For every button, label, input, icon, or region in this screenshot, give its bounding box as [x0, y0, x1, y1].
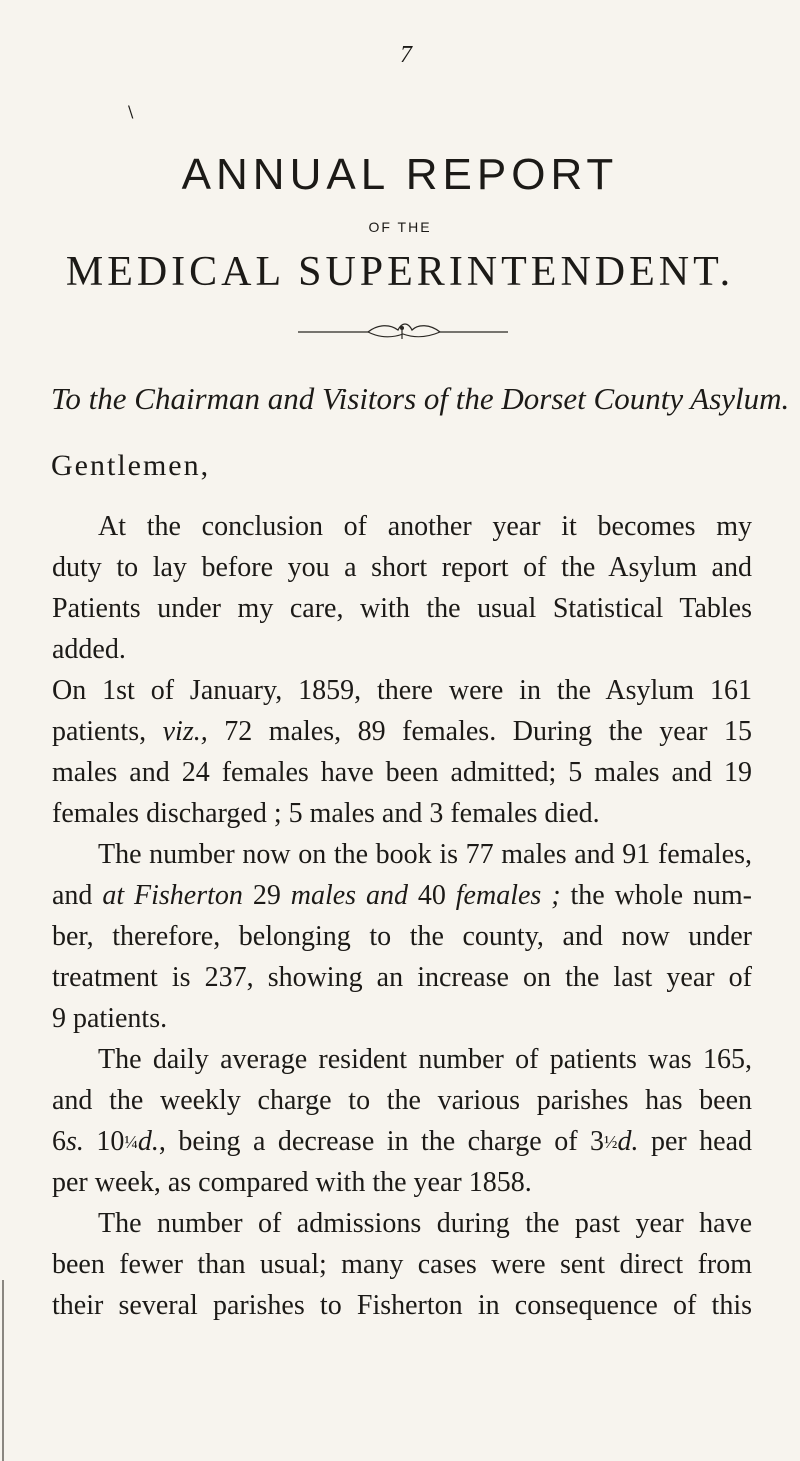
text-line: added.	[52, 634, 126, 665]
text-span-italic: viz.,	[162, 716, 208, 747]
text-line: On 1st of January, 1859, there were in the Asylum 161	[52, 675, 752, 706]
address-line: To the Chairman and Visitors of the Dorset County Asylum.	[51, 381, 790, 416]
report-subtitle: MEDICAL SUPERINTENDENT.	[65, 249, 735, 295]
text-line: The daily average resident number of patients was 165,	[98, 1044, 752, 1075]
report-title: ANNUAL REPORT	[181, 150, 619, 199]
text-span: 72 males, 89 females. During the year 15	[224, 716, 752, 747]
page-number: 7	[400, 42, 412, 68]
report-body	[52, 506, 752, 1326]
text-span: the whole num-	[570, 880, 752, 911]
ornament-divider-icon	[298, 320, 508, 342]
fraction: ¼	[124, 1132, 138, 1152]
page-edge-shadow	[2, 1280, 4, 1461]
text-span-italic: d.	[617, 1126, 639, 1157]
text-span: 29	[252, 880, 281, 911]
text-line: and the weekly charge to the various parishes has been	[52, 1085, 752, 1116]
text-line: treatment is 237, showing an increase on the last year of	[52, 962, 752, 993]
stray-mark: \	[128, 102, 134, 121]
text-line	[52, 875, 752, 916]
text-span: patients,	[52, 716, 147, 747]
text-span-italic: s.	[66, 1126, 84, 1157]
text-span: 6	[52, 1126, 66, 1157]
fraction: ½	[603, 1132, 618, 1152]
text-line: females discharged ; 5 males and 3 females died.	[52, 798, 600, 829]
text-line: their several parishes to Fisherton in consequence of this	[52, 1290, 752, 1321]
text-line: The number of admissions during the past year have	[98, 1208, 752, 1239]
text-line: 9 patients.	[52, 1003, 168, 1034]
text-span: , being a decrease in the charge of 3	[158, 1126, 604, 1157]
text-span-italic: males and	[290, 880, 408, 911]
salutation: Gentlemen,	[51, 449, 211, 482]
text-span: and	[52, 880, 93, 911]
text-line: been fewer than usual; many cases were sent direct from	[52, 1249, 752, 1280]
text-span: 40	[417, 880, 446, 911]
text-line: Patients under my care, with the usual Statistical Tables	[52, 593, 752, 624]
text-line: The number now on the book is 77 males and 91 females,	[98, 839, 752, 870]
text-line: At the conclusion of another year it becomes my	[98, 511, 752, 542]
text-line	[52, 1121, 752, 1162]
text-line: ber, therefore, belonging to the county, and now under	[52, 921, 752, 952]
text-span-italic: females ;	[455, 880, 561, 911]
text-span: per head	[650, 1126, 752, 1157]
text-line: duty to lay before you a short report of the Asylum and	[52, 552, 752, 583]
text-span: 10	[96, 1126, 125, 1157]
text-line: males and 24 females have been admitted; 5 males and 19	[52, 757, 752, 788]
text-line: per week, as compared with the year 1858.	[52, 1167, 532, 1198]
text-span-italic: d.	[137, 1126, 159, 1157]
text-span-italic: at Fisherton	[102, 880, 243, 911]
report-of-the: OF THE	[368, 219, 432, 235]
text-line	[52, 711, 752, 752]
